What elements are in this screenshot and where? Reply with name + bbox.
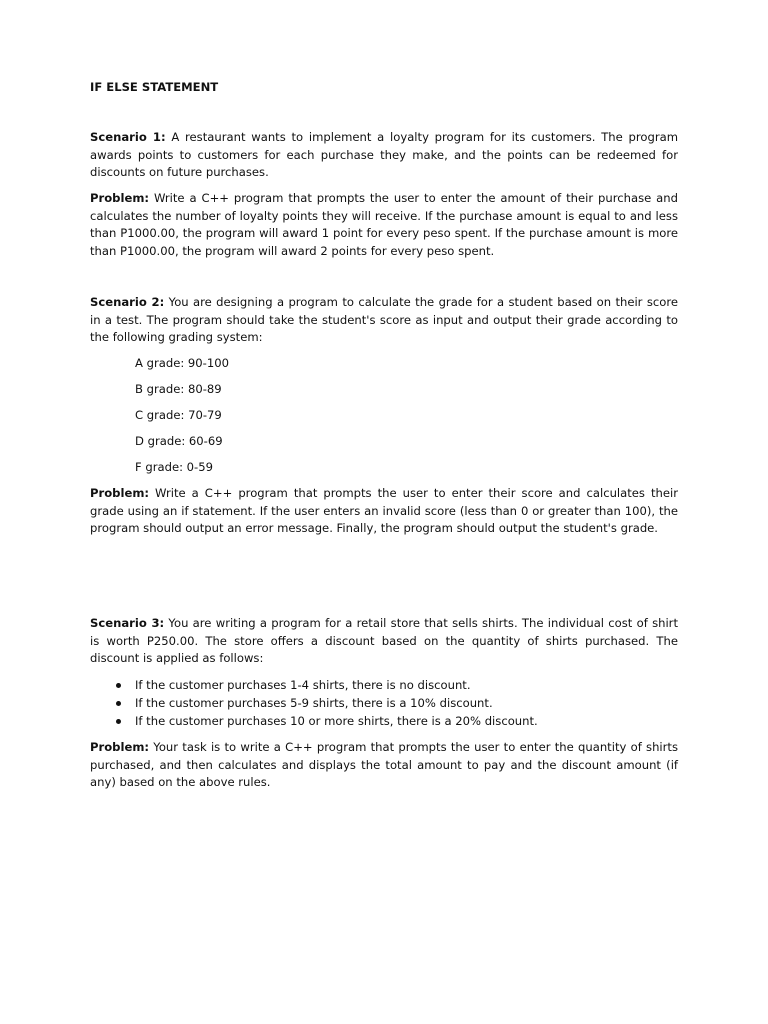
grade-c-item: C grade: 70-79 [135, 408, 222, 422]
scenario-3-text: You are writing a program for a retail store that sells shirts. The individual cost of shirt is worth P250.00. The store offers a discount based on the quantity of shirts purchased. The discount is applied as follows: [90, 616, 678, 666]
bullet-icon [116, 683, 121, 688]
scenario-2-problem-text: Write a C++ program that prompts the user to enter their score and calculates their grade using an if statement. If the user enters an invalid score (less than 0 or greater than 100), the program should output an error message. Finally, the program should output the student's grade. [90, 486, 678, 536]
scenario-2-text: You are designing a program to calculate the grade for a student based on their score in a test. The program should take the student's score as input and output their grade according to the following grading system: [90, 295, 678, 345]
scenario-1-paragraph [90, 129, 678, 182]
grade-a-item: A grade: 90-100 [135, 356, 229, 370]
bullet-icon [116, 719, 121, 724]
bullet-text: If the customer purchases 10 or more shirts, there is a 20% discount. [135, 713, 538, 728]
bullet-icon [116, 701, 121, 706]
list-item [90, 695, 538, 713]
scenario-3-problem-text: Your task is to write a C++ program that prompts the user to enter the quantity of shirts purchased, and then calculates and displays the total amount to pay and the discount amount (if any) based on the above rules. [90, 740, 678, 790]
discount-bullet-list [90, 677, 538, 730]
grade-d-item: D grade: 60-69 [135, 434, 223, 448]
bullet-text: If the customer purchases 1-4 shirts, there is no discount. [135, 678, 471, 692]
scenario-1-problem-paragraph [90, 190, 678, 260]
scenario-2-problem-paragraph [90, 485, 678, 538]
scenario-3-problem-paragraph [90, 739, 678, 792]
scenario-3-paragraph [90, 615, 678, 668]
scenario-1-text: A restaurant wants to implement a loyalty program for its customers. The program awards points to customers for each purchase they make, and the points can be redeemed for discounts on future purchases. [90, 130, 678, 180]
document-title: IF ELSE STATEMENT [90, 80, 219, 94]
scenario-3-label: Scenario 3: [90, 616, 165, 630]
scenario-3-problem-label: Problem: [90, 740, 150, 754]
scenario-2-label: Scenario 2: [90, 295, 165, 309]
list-item [90, 677, 538, 695]
list-item [90, 713, 538, 731]
scenario-1-problem-label: Problem: [90, 191, 150, 205]
grade-f-item: F grade: 0-59 [135, 460, 213, 474]
grade-b-item: B grade: 80-89 [135, 382, 222, 396]
bullet-text: If the customer purchases 5-9 shirts, there is a 10% discount. [135, 695, 493, 710]
scenario-2-paragraph [90, 294, 678, 347]
scenario-2-problem-label: Problem: [90, 486, 150, 500]
scenario-1-problem-text: Write a C++ program that prompts the user to enter the amount of their purchase and calculates the number of loyalty points they will receive. If the purchase amount is equal to and less than P1000.00, the program will award 1 point for every peso spent. If the purchase amount is more than P1000.00, the program will award 2 points for every peso spent. [90, 191, 678, 258]
scenario-1-label: Scenario 1: [90, 130, 166, 144]
